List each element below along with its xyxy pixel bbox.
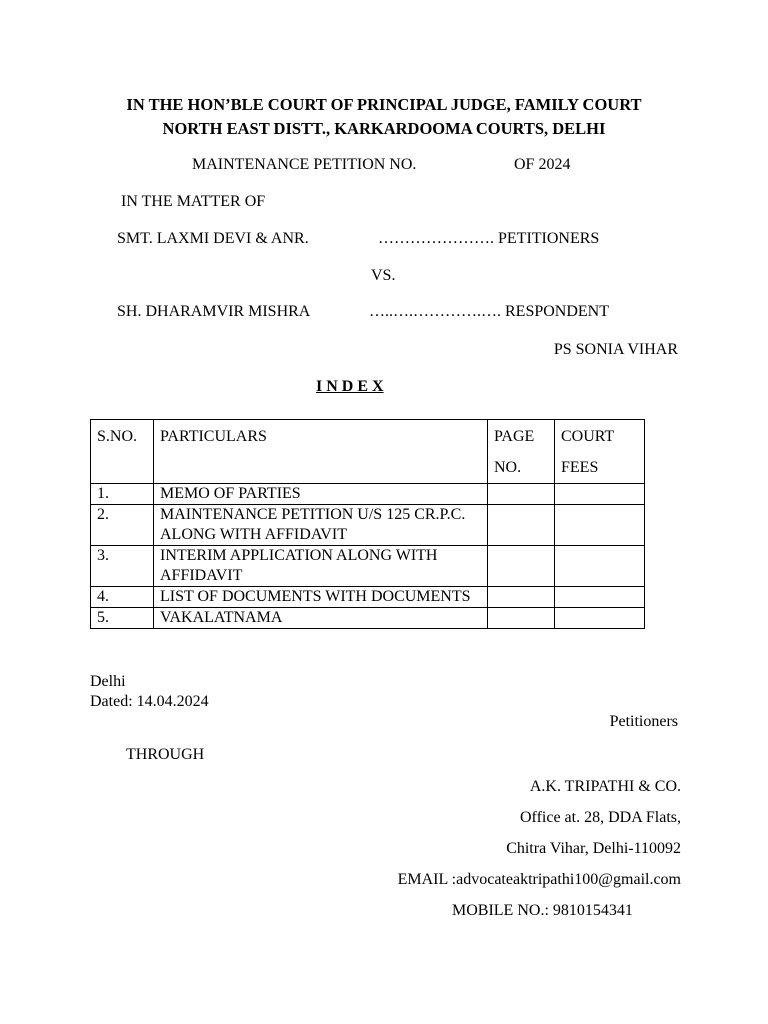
- through-text: THROUGH: [126, 746, 205, 763]
- header-court-fees: COURT FEES: [555, 420, 645, 484]
- law-firm-name: A.K. TRIPATHI & CO.: [529, 778, 681, 795]
- respondent-designation: …..….………….…. RESPONDENT: [369, 303, 610, 320]
- row-sno: 5.: [91, 608, 154, 629]
- header-sno: S.NO.: [91, 420, 154, 484]
- row-page: [488, 484, 555, 505]
- row-particulars: MAINTENANCE PETITION U/S 125 CR.P.C. ALONG WITH AFFIDAVIT: [154, 505, 488, 546]
- office-address-line1: Office at. 28, DDA Flats,: [519, 809, 681, 826]
- police-station: PS SONIA VIHAR: [553, 341, 678, 358]
- court-heading-line2: NORTH EAST DISTT., KARKARDOOMA COURTS, DELHI: [162, 119, 606, 138]
- respondent-name: SH. DHARAMVIR MISHRA: [117, 303, 311, 320]
- table-row: [91, 505, 645, 546]
- email-address: EMAIL :advocateaktripathi100@gmail.com: [397, 871, 681, 888]
- matter-heading: IN THE MATTER OF: [121, 193, 266, 210]
- petition-number-label: MAINTENANCE PETITION NO.: [192, 156, 417, 173]
- row-particulars: INTERIM APPLICATION ALONG WITH AFFIDAVIT: [154, 546, 488, 587]
- office-address-line2: Chitra Vihar, Delhi-110092: [506, 840, 681, 857]
- petitioner-name: SMT. LAXMI DEVI & ANR.: [117, 230, 309, 247]
- row-sno: 4.: [91, 587, 154, 608]
- petitioner-designation: …………………. PETITIONERS: [378, 230, 600, 247]
- header-page-no: PAGE NO.: [488, 420, 555, 484]
- row-fees: [555, 608, 645, 629]
- row-fees: [555, 505, 645, 546]
- versus-text: VS.: [371, 267, 396, 284]
- row-page: [488, 608, 555, 629]
- row-sno: 1.: [91, 484, 154, 505]
- row-sno: 2.: [91, 505, 154, 546]
- row-particulars: LIST OF DOCUMENTS WITH DOCUMENTS: [154, 587, 488, 608]
- court-heading-line1: IN THE HON’BLE COURT OF PRINCIPAL JUDGE, FAMILY COURT: [126, 95, 642, 114]
- row-fees: [555, 587, 645, 608]
- header-particulars: PARTICULARS: [154, 420, 488, 484]
- table-header-row: [91, 420, 645, 484]
- dated-text: Dated: 14.04.2024: [90, 693, 209, 710]
- index-title: I N D E X: [316, 378, 384, 395]
- row-sno: 3.: [91, 546, 154, 587]
- table-row: [91, 484, 645, 505]
- index-table: [90, 419, 645, 629]
- petitioners-signature-label: Petitioners: [609, 713, 678, 730]
- row-particulars: VAKALATNAMA: [154, 608, 488, 629]
- place-text: Delhi: [90, 673, 126, 690]
- petition-year: OF 2024: [514, 156, 571, 173]
- table-row: [91, 608, 645, 629]
- row-page: [488, 505, 555, 546]
- row-fees: [555, 546, 645, 587]
- row-fees: [555, 484, 645, 505]
- mobile-number: MOBILE NO.: 9810154341: [452, 902, 633, 919]
- row-page: [488, 546, 555, 587]
- table-row: [91, 546, 645, 587]
- row-page: [488, 587, 555, 608]
- row-particulars: MEMO OF PARTIES: [154, 484, 488, 505]
- table-row: [91, 587, 645, 608]
